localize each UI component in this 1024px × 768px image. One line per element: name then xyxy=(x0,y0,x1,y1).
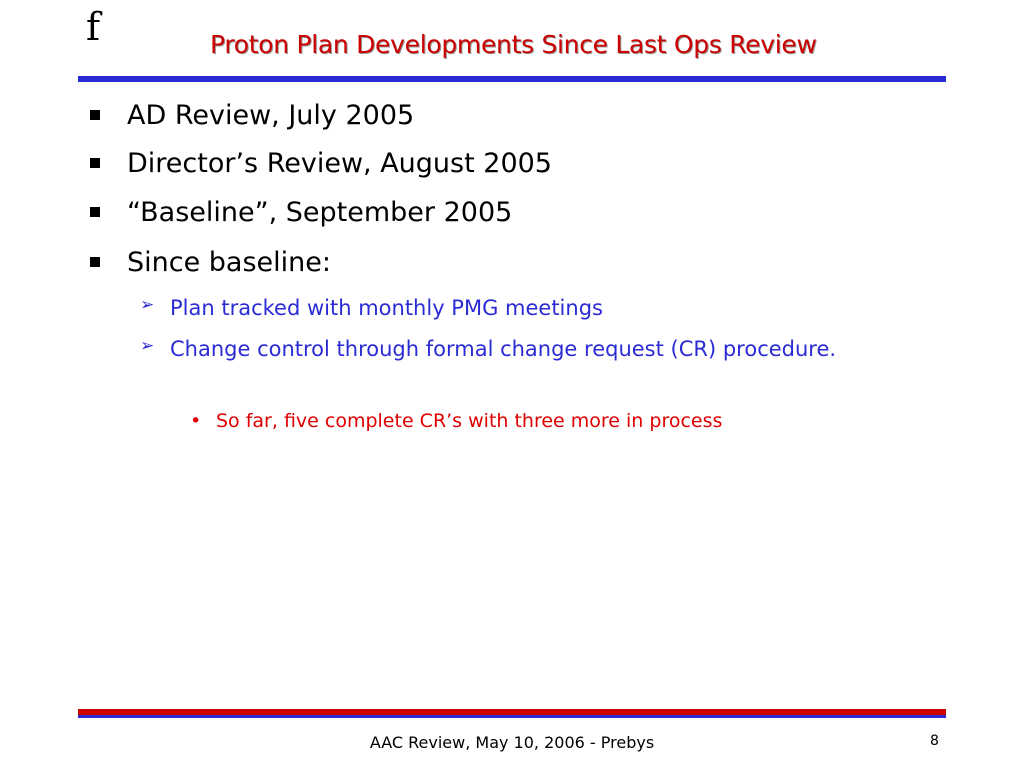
bottom-divider-blue xyxy=(78,715,946,718)
bullet-text: “Baseline”, September 2005 xyxy=(127,197,513,228)
square-bullet-icon xyxy=(90,257,100,267)
bullet-text: Director’s Review, August 2005 xyxy=(127,148,552,179)
page-number: 8 xyxy=(930,733,939,749)
sub-bullet-item xyxy=(140,333,870,366)
top-divider xyxy=(78,76,946,82)
sub-bullet-text: Change control through formal change request (CR) procedure. xyxy=(170,337,837,361)
bullet-text: AD Review, July 2005 xyxy=(127,100,415,131)
bullet-text: Since baseline: xyxy=(127,247,331,278)
sub-sub-bullet-text: So far, five complete CR’s with three more in process xyxy=(216,410,723,432)
arrow-bullet-icon: ➢ xyxy=(140,295,155,315)
arrow-bullet-icon: ➢ xyxy=(140,336,155,356)
square-bullet-icon xyxy=(90,207,100,217)
square-bullet-icon xyxy=(90,158,100,168)
dot-bullet-icon: • xyxy=(190,410,202,432)
footer-text: AAC Review, May 10, 2006 - Prebys xyxy=(369,733,655,752)
sub-bullet-text: Plan tracked with monthly PMG meetings xyxy=(170,296,603,320)
slide-title: Proton Plan Developments Since Last Ops Review xyxy=(210,30,817,59)
sub-bullet-item xyxy=(140,292,870,325)
logo: f xyxy=(86,5,101,49)
square-bullet-icon xyxy=(90,110,100,120)
